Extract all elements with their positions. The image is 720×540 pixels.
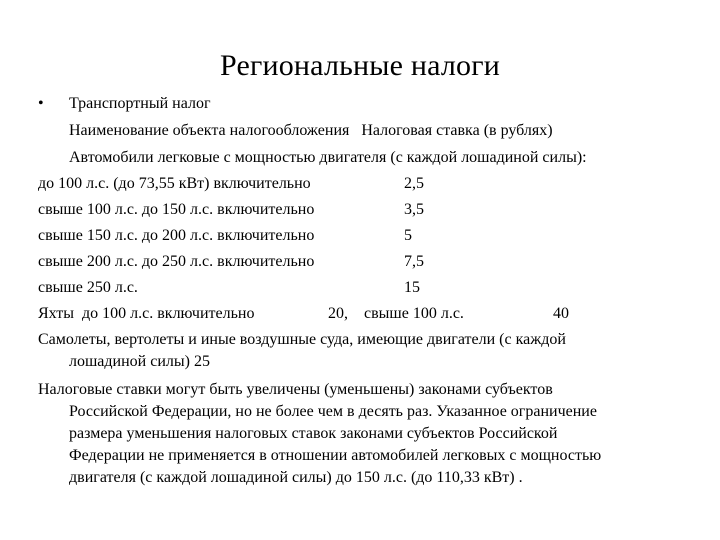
note-line: двигателя (с каждой лошадиной силы) до 150 л.с. (до 110,33 кВт) . xyxy=(69,469,523,486)
rate-label: до 100 л.с. (до 73,55 кВт) включительно xyxy=(38,175,311,192)
note-line: Федерации не применяется в отношении автомобилей легковых с мощностью xyxy=(69,447,602,464)
rate-value: 7,5 xyxy=(404,253,424,270)
bullet-icon: • xyxy=(38,95,44,112)
note-line: Российской Федерации, но не более чем в десять раз. Указанное ограничение xyxy=(69,403,597,420)
cars-intro: Автомобили легковые с мощностью двигателя (с каждой лошадиной силы): xyxy=(69,149,587,166)
note-line: Налоговые ставки могут быть увеличены (уменьшены) законами субъектов xyxy=(38,381,553,398)
item-title: Транспортный налог xyxy=(69,95,211,112)
rate-label: свыше 200 л.с. до 250 л.с. включительно xyxy=(38,253,315,270)
yachts-label: Яхты до 100 л.с. включительно xyxy=(38,305,255,322)
aircraft-line-1: Самолеты, вертолеты и иные воздушные суда, имеющие двигатели (с каждой xyxy=(38,331,566,348)
note-line: размера уменьшения налоговых ставок законами субъектов Российской xyxy=(69,425,558,442)
slide-title: Региональные налоги xyxy=(219,49,501,82)
rate-label: свыше 100 л.с. до 150 л.с. включительно xyxy=(38,201,315,218)
aircraft-line-2: лошадиной силы) 25 xyxy=(69,353,210,370)
yachts-label-2: свыше 100 л.с. xyxy=(364,305,464,322)
yachts-value-1: 20, xyxy=(328,305,348,322)
rate-value: 2,5 xyxy=(404,175,424,192)
rate-value: 5 xyxy=(404,227,412,244)
yachts-value-2: 40 xyxy=(553,305,569,322)
table-header-row: Наименование объекта налогообложения Налоговая ставка (в рублях) xyxy=(69,122,553,139)
rate-value: 15 xyxy=(404,279,420,296)
rate-label: свыше 150 л.с. до 200 л.с. включительно xyxy=(38,227,315,244)
rate-value: 3,5 xyxy=(404,201,424,218)
rate-label: свыше 250 л.с. xyxy=(38,279,138,296)
